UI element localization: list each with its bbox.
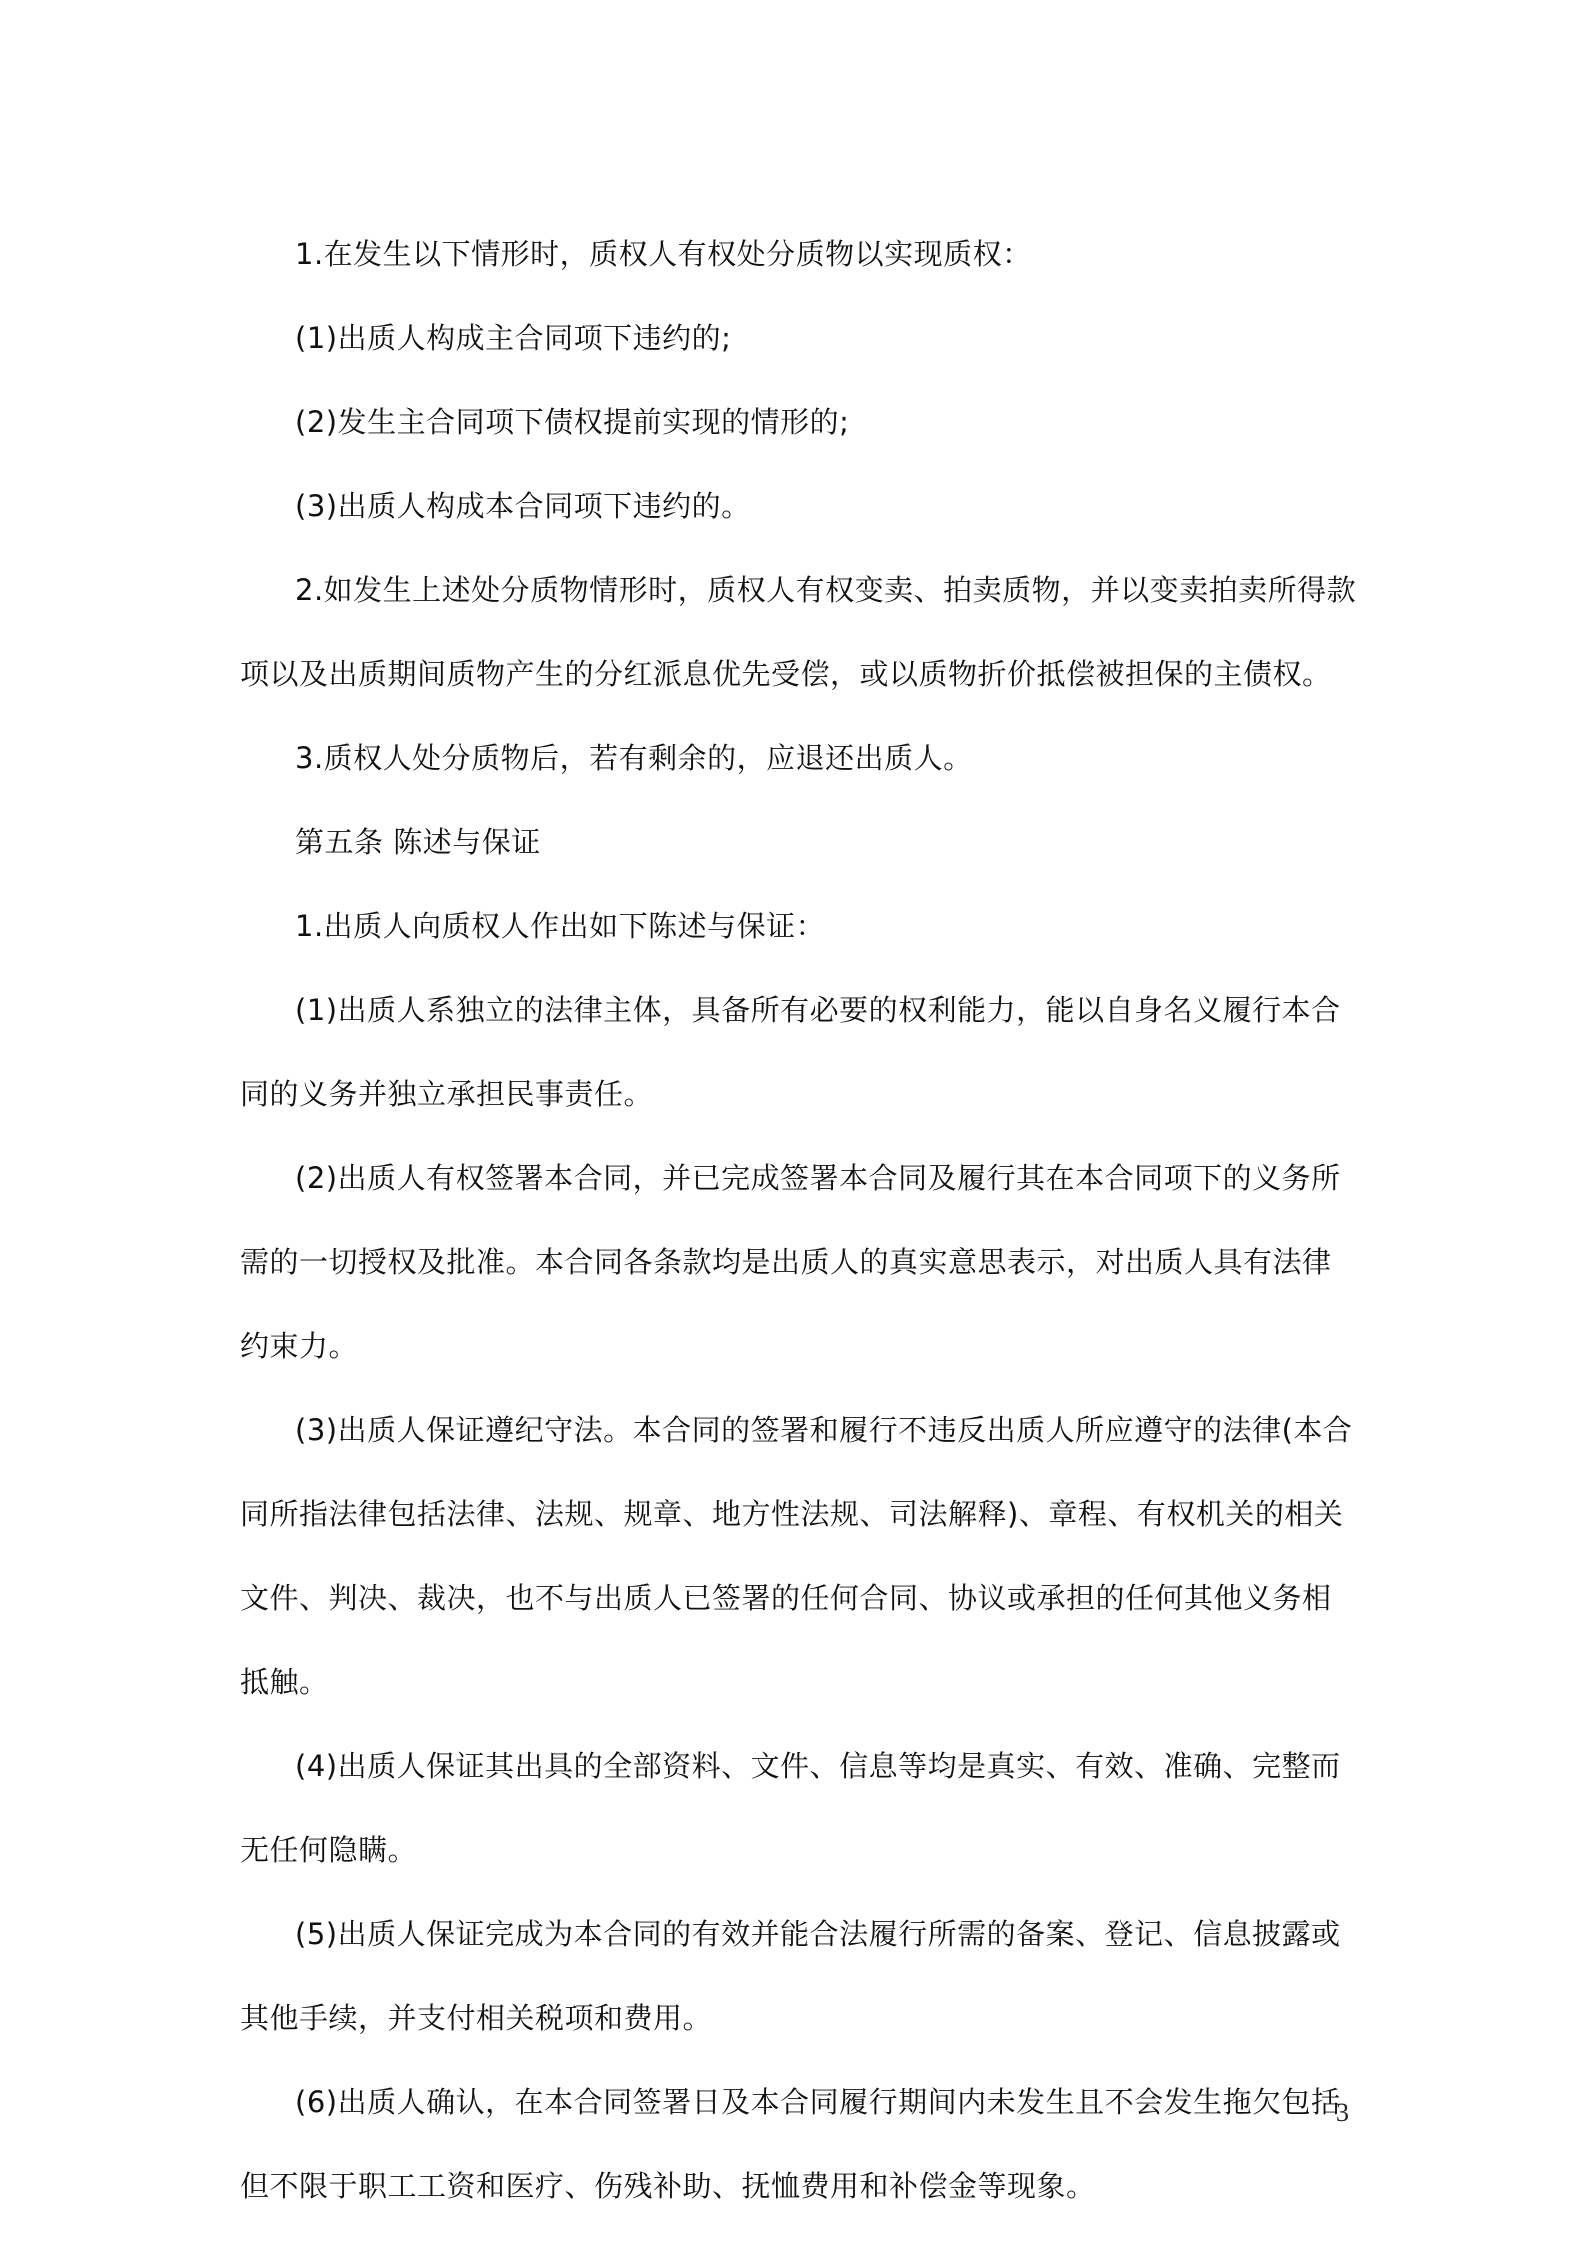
section-heading-article-5: 第五条 陈述与保证: [295, 825, 541, 859]
paragraph-13: (6)出质人确认，在本合同签署日及本合同履行期间内未发生且不会发生拖欠包括但不限于职工工资和医疗、伤残补助、抚恤费用和补偿金等现象。: [240, 2085, 1341, 2203]
paragraph-1: 1.在发生以下情形时，质权人有权处分质物以实现质权：: [295, 237, 1032, 271]
paragraph-3: (2)发生主合同项下债权提前实现的情形的;: [295, 405, 850, 439]
document-body: [240, 212, 1360, 2228]
paragraph-9: (2)出质人有权签署本合同，并已完成签署本合同及履行其在本合同项下的义务所需的一切授权及批准。本合同各条款均是出质人的真实意思表示，对出质人具有法律约束力。: [240, 1161, 1341, 1363]
paragraph-8: (1)出质人系独立的法律主体，具备所有必要的权利能力，能以自身名义履行本合同的义务并独立承担民事责任。: [240, 993, 1341, 1111]
paragraph-6: 3.质权人处分质物后，若有剩余的，应退还出质人。: [295, 741, 973, 775]
paragraph-4: (3)出质人构成本合同项下违约的。: [295, 489, 751, 523]
paragraph-7: 1.出质人向质权人作出如下陈述与保证：: [295, 909, 826, 943]
paragraph-11: (4)出质人保证其出具的全部资料、文件、信息等均是真实、有效、准确、完整而无任何隐瞒。: [240, 1749, 1341, 1867]
paragraph-12: (5)出质人保证完成为本合同的有效并能合法履行所需的备案、登记、信息披露或其他手续，并支付相关税项和费用。: [240, 1917, 1341, 2035]
paragraph-10: (3)出质人保证遵纪守法。本合同的签署和履行不违反出质人所应遵守的法律(本合同所指法律包括法律、法规、规章、地方性法规、司法解释)、章程、有权机关的相关文件、判决、裁决，也不与出质人已签署的任何合同、协议或承担的任何其他义务相抵触。: [240, 1413, 1353, 1699]
paragraph-2: (1)出质人构成主合同项下违约的;: [295, 321, 732, 355]
page-number: 3: [1336, 2098, 1349, 2127]
paragraph-5: 2.如发生上述处分质物情形时，质权人有权变卖、拍卖质物，并以变卖拍卖所得款项以及出质期间质物产生的分红派息优先受偿，或以质物折价抵偿被担保的主债权。: [240, 573, 1357, 691]
